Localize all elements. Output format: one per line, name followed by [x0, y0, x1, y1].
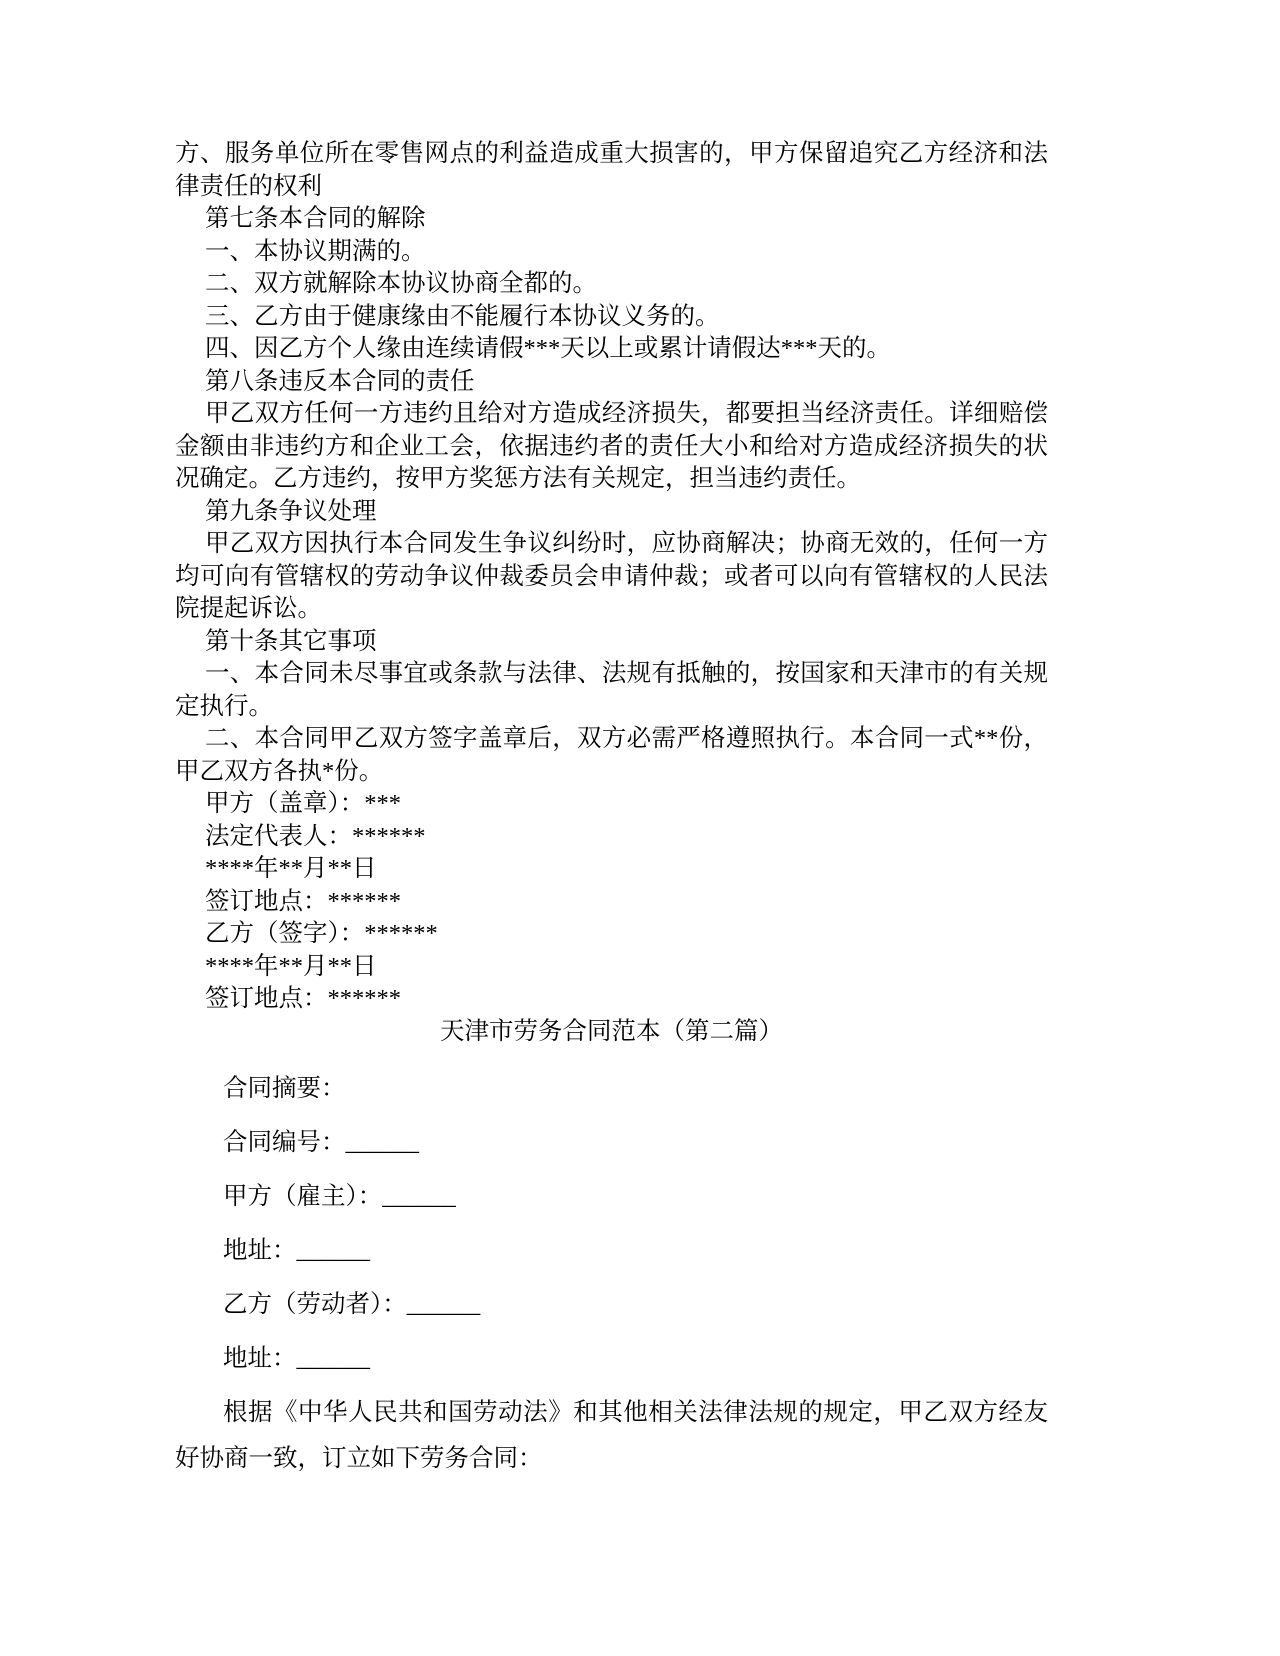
clause-8-body: 甲乙双方任何一方违约且给对方造成经济损失，都要担当经济责任。详细赔偿金额由非违约方和企业工会，依据违约者的责任大小和给对方造成经济损失的状况确定。乙方违约，按甲方奖惩方法有关规定，担当违约责任。 [175, 400, 1048, 492]
contract-section-1 [175, 138, 1048, 1016]
section-2-title: 天津市劳务合同范本（第二篇） [440, 1017, 783, 1045]
date-line-a: ****年**月**日 [205, 855, 377, 882]
clause-10-item-1: 一、本合同未尽事宜或条款与法律、法规有抵触的，按国家和天津市的有关规定执行。 [175, 660, 1048, 720]
signing-place-line-b: 签订地点：****** [205, 985, 401, 1012]
legal-representative-line: 法定代表人：****** [205, 822, 426, 850]
continuation-paragraph: 方、服务单位所在零售网点的利益造成重大损害的，甲方保留追究乙方经济和法律责任的权利 [175, 140, 1048, 200]
signature-party-b-line: 乙方（签字）：****** [205, 920, 438, 947]
clause-8-heading: 第八条违反本合同的责任 [205, 367, 475, 395]
clause-7-item-3: 三、乙方由于健康缘由不能履行本协议义务的。 [205, 302, 720, 330]
party-a-employer-line: 甲方（雇主）：______ [223, 1183, 456, 1210]
address-line-b: 地址：______ [223, 1345, 370, 1372]
clause-7-item-2: 二、双方就解除本协议协商全都的。 [205, 270, 597, 297]
clause-9-heading: 第九条争议处理 [205, 497, 377, 525]
date-line-b: ****年**月**日 [205, 952, 377, 980]
clause-7-item-1: 一、本协议期满的。 [205, 237, 426, 265]
party-b-worker-line: 乙方（劳动者）：______ [223, 1291, 481, 1318]
clause-7-item-4: 四、因乙方个人缘由连续请假***天以上或累计请假达***天的。 [205, 335, 891, 362]
contract-summary-label: 合同摘要： [223, 1075, 346, 1102]
clause-7-heading: 第七条本合同的解除 [205, 205, 426, 232]
preamble-paragraph: 根据《中华人民共和国劳动法》和其他相关法律法规的规定，甲乙双方经友好协商一致，订立如下劳务合同： [175, 1399, 1048, 1472]
address-line-a: 地址：______ [223, 1237, 370, 1264]
signing-place-line-a: 签订地点：****** [205, 887, 401, 915]
contract-number-line: 合同编号：______ [223, 1129, 419, 1156]
clause-10-heading: 第十条其它事项 [205, 627, 377, 655]
contract-section-2 [175, 1066, 1048, 1482]
signature-party-a-line: 甲方（盖章）：*** [205, 790, 401, 817]
clause-10-item-2: 二、本合同甲乙双方签字盖章后，双方必需严格遵照执行。本合同一式**份，甲乙双方各执*份。 [175, 725, 1048, 785]
clause-9-body: 甲乙双方因执行本合同发生争议纠纷时，应协商解决；协商无效的，任何一方均可向有管辖权的劳动争议仲裁委员会申请仲裁；或者可以向有管辖权的人民法院提起诉讼。 [175, 530, 1048, 622]
